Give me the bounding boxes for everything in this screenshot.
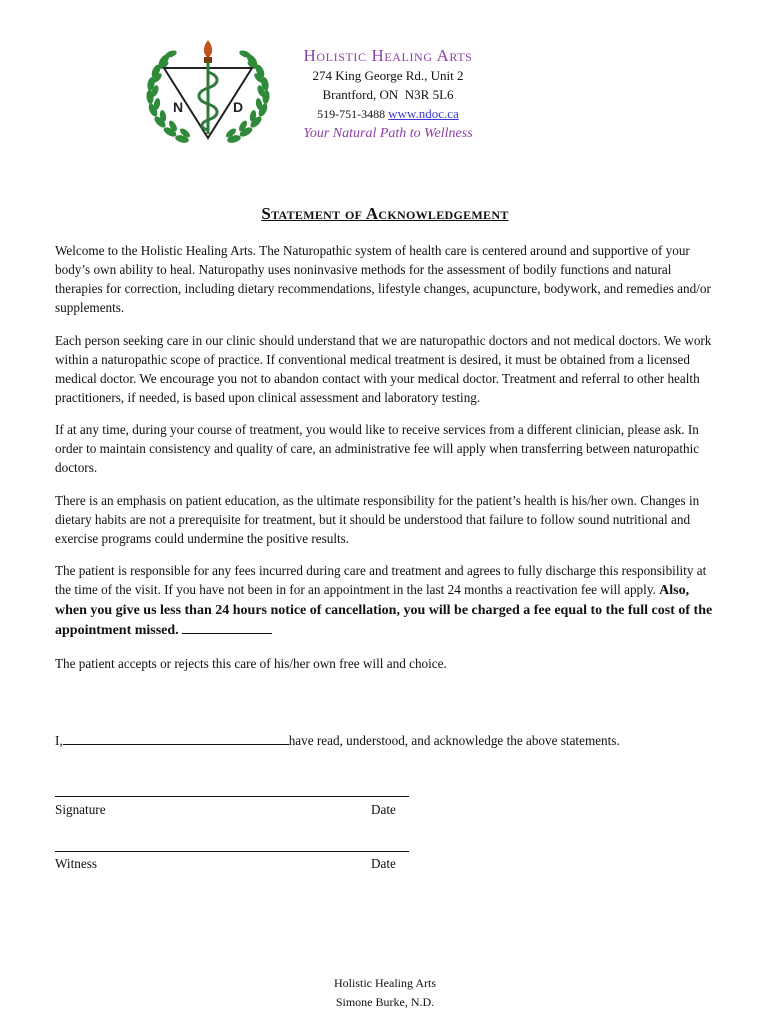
paragraph-welcome: Welcome to the Holistic Healing Arts. The Naturopathic system of health care is centered around and supportive of your body’s own ability to heal. Naturopathy uses noninvasive methods for the assessment of bodily functions and natural therapies for correction, including dietary recommendations, lifestyle changes, acupuncture, bodywork, and remedies and/or supplements. [55, 243, 711, 315]
witness-label: Witness [55, 856, 97, 871]
logo-letter-n: N [173, 99, 184, 115]
witness-date-label: Date [371, 856, 396, 871]
footer [0, 974, 770, 1012]
contact-line [288, 104, 488, 124]
paragraph-education: There is an emphasis on patient education, as the ultimate responsibility for the patient’s health is his/her own. Changes in dietary habits are not a prerequisite for treatment, but it should be understood that failure to follow sound nutritional and exercise programs could undermine the positive results. [55, 492, 700, 546]
footer-practitioner: Simone Burke, N.D. [335, 995, 435, 1009]
footer-org-name: Holistic Healing Arts [334, 976, 436, 990]
torch-flame-icon [204, 40, 212, 58]
cancellation-policy-text: Also, when you give us less than 24 hours notice of cancellation, you will be charged a fee equal to the full cost of the appointment missed. [55, 583, 713, 638]
org-name: Holistic Healing Arts [303, 46, 473, 65]
address-line-2: Brantford, ON N3R 5L6 [322, 87, 454, 102]
ack-prefix: I, [55, 733, 63, 748]
document-body [55, 241, 715, 686]
paragraph-fees [55, 561, 715, 640]
paragraph-consent: The patient accepts or rejects this care of his/her own free will and choice. [55, 655, 447, 671]
logo-letter-d: D [233, 99, 244, 115]
document-title: Statement of Acknowledgement [261, 204, 509, 223]
ack-suffix: have read, understood, and acknowledge the above statements. [288, 733, 620, 748]
witness-line[interactable] [55, 851, 409, 852]
acknowledgement-line [55, 731, 620, 750]
paragraph-scope: Each person seeking care in our clinic should understand that we are naturopathic doctors and not medical doctors. We work within a naturopathic scope of practice. If conventional medical treatment is desired, it must be obtained from a licensed medical doctor. We encourage you not to abandon contact with your medical doctor. Treatment and referral to other health practitioners, if needed, is based upon clinical assessment and laboratory testing. [55, 332, 712, 405]
paragraph-clinician: If at any time, during your course of treatment, you would like to receive services from a different clinician, please ask. In order to maintain consistency and quality of care, an administrative fee will apply when transferring between naturopathic doctors. [55, 422, 700, 475]
initials-blank[interactable] [182, 621, 272, 634]
patient-name-blank[interactable] [63, 732, 289, 745]
org-info [288, 46, 488, 144]
website-link[interactable]: www.ndoc.ca [388, 106, 459, 121]
tagline: Your Natural Path to Wellness [303, 126, 473, 141]
fees-text: The patient is responsible for any fees incurred during care and treatment and agrees to fully discharge this responsibility at the time of the visit. If you have not been in for an appointment in the last 24 months a reactivation fee will apply. [55, 563, 707, 597]
phone-number: 519-751-3488 [317, 107, 386, 121]
laurel-wreath-right-icon [224, 49, 270, 144]
signature-label: Signature [55, 802, 106, 817]
address-line-1: 274 King George Rd., Unit 2 [312, 68, 464, 83]
signature-date-label: Date [371, 802, 396, 817]
naturopathic-logo [142, 38, 274, 150]
laurel-wreath-left-icon [146, 49, 192, 144]
signature-line[interactable] [55, 796, 409, 797]
